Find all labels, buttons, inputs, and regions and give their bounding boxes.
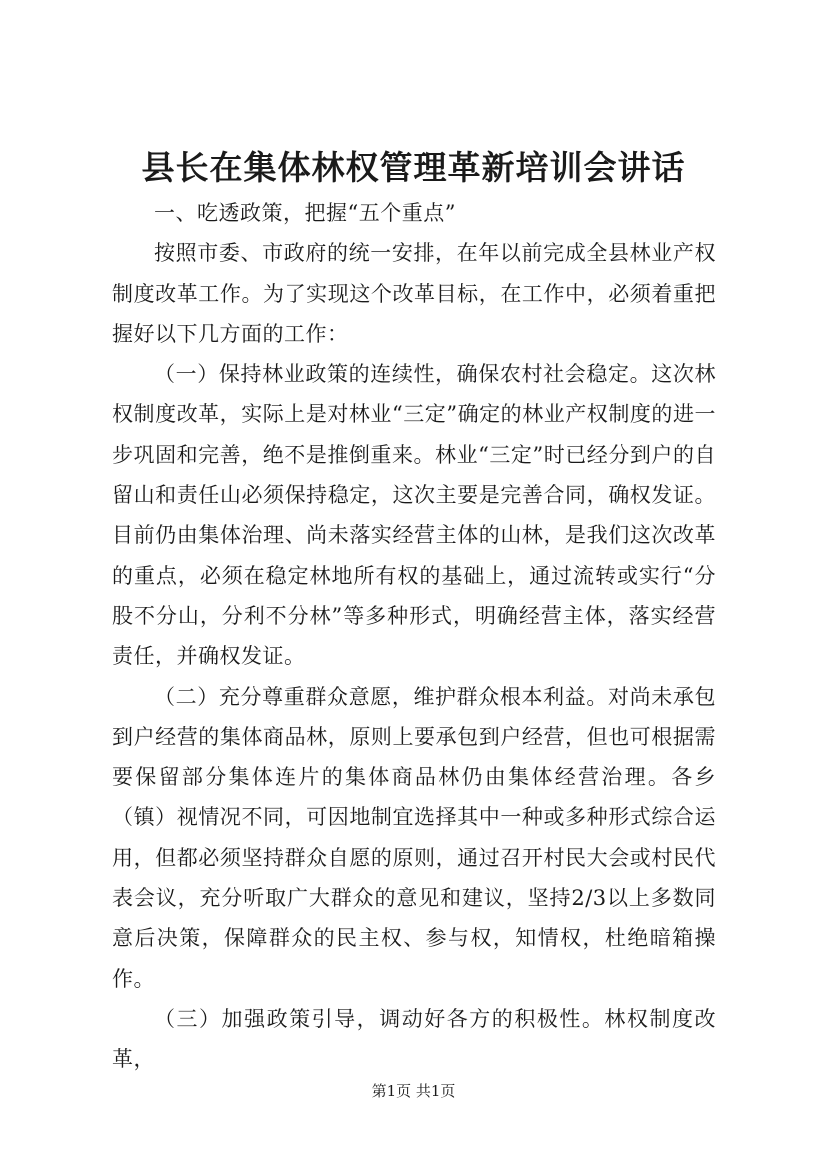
paragraph-point-1: （一）保持林业政策的连续性，确保农村社会稳定。这次林权制度改革，实际上是对林业“三定”确定的林业产权制度的进一步巩固和完善，绝不是推倒重来。林业“三定”时已经分到户的自留山和责任山必须保持稳定，这次主要是完善合同，确权发证。目前仍由集体治理、尚未落实经营主体的山林，是我们这次改革的重点，必须在稳定林地所有权的基础上，通过流转或实行“分股不分山，分利不分林”等多种形式，明确经营主体，落实经营责任，并确权发证。 (112, 362, 716, 669)
page-footer: 第1页 共1页 (371, 1082, 456, 1100)
paragraph-point-3: （三）加强政策引导，调动好各方的积极性。林权制度改革， (112, 1006, 716, 1072)
paragraph-point-2: （二）充分尊重群众意愿，维护群众根本利益。对尚未承包到户经营的集体商品林，原则上要承包到户经营，但也可根据需要保留部分集体连片的集体商品林仍由集体经营治理。各乡（镇）视情况不同，可因地制宜选择其中一种或多种形式综合运用，但都必须坚持群众自愿的原则，通过召开村民大会或村民代表会议，充分听取广大群众的意见和建议，坚持2/3以上多数同意后决策，保障群众的民主权、参与权，知情权，杜绝暗箱操作。 (112, 684, 716, 991)
document-body (112, 193, 716, 1080)
section-heading: 一、吃透政策，把握“五个重点” (154, 201, 456, 225)
document-title: 县长在集体林权管理革新培训会讲话 (141, 148, 686, 187)
paragraph-intro: 按照市委、市政府的统一安排，在年以前完成全县林业产权制度改革工作。为了实现这个改革目标，在工作中，必须着重把握好以下几方面的工作： (112, 241, 716, 346)
